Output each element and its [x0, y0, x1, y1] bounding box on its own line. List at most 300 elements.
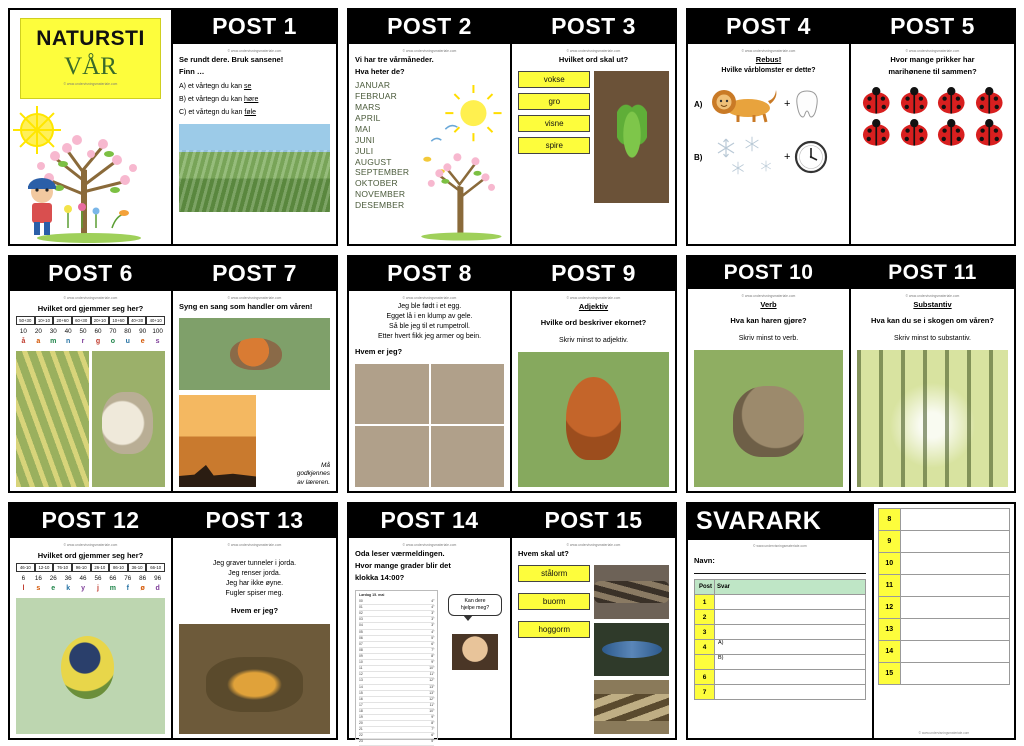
post5-question-2: marihønene til sammen? [888, 67, 977, 77]
post6-header: POST 6 [10, 257, 171, 291]
key-number: 10 [19, 328, 27, 336]
post7-title: Syng en sang som handler om våren! [179, 302, 313, 312]
row-number: 7 [695, 685, 715, 700]
key-letter: s [36, 585, 41, 593]
key-number: 6 [21, 575, 26, 583]
post13-photo [179, 624, 330, 734]
answer-cell[interactable] [900, 663, 1009, 685]
code-cell: 20+10 [91, 316, 110, 325]
speech-line-1: Kan dere [464, 598, 486, 604]
post13-riddle-4: Fugler spiser meg. [225, 589, 284, 597]
post2-artwork [409, 79, 504, 240]
key-number: 70 [109, 328, 117, 336]
table-row [878, 575, 1009, 597]
key-number: 80 [124, 328, 132, 336]
weather-temp: 11° [429, 702, 435, 707]
weather-time: 00 [359, 598, 363, 603]
key-letter: d [155, 585, 160, 593]
rebus-label-a: A) [694, 99, 703, 109]
weather-temp: 12° [429, 678, 435, 683]
weather-time: 03 [359, 617, 363, 622]
code-cell: 86-10 [109, 563, 128, 572]
weather-temp: 11° [429, 672, 435, 677]
weather-temp: 7° [431, 727, 435, 732]
post1-panel [173, 10, 336, 244]
month-item: JANUAR [355, 80, 391, 91]
cover-panel [10, 10, 173, 244]
answer-cell[interactable]: B) [715, 655, 866, 670]
weather-temp: 5° [431, 739, 435, 744]
post8-riddle-2: Egget lå i en klump av gele. [386, 313, 473, 320]
ladybug-icon [972, 119, 1007, 147]
table-row [878, 509, 1009, 531]
code-cell: 20+60 [53, 316, 72, 325]
weather-time: 11 [359, 666, 363, 671]
post10-body [688, 289, 849, 491]
weather-time: 05 [359, 629, 363, 634]
post13-riddle-2: Jeg renser jorda. [228, 570, 281, 577]
table-row [878, 531, 1009, 553]
ladybug-icon [972, 87, 1007, 115]
post3-header: POST 3 [512, 10, 675, 44]
post13-question: Hvem er jeg? [230, 606, 279, 616]
post1-option-c [179, 108, 330, 118]
key-letter: å [21, 338, 26, 346]
post2-header: POST 2 [349, 10, 510, 44]
ladybug-icon [897, 119, 932, 147]
speech-line-2: hjelpe meg? [460, 604, 490, 611]
post9-body [512, 291, 675, 491]
post1-title-1: Se rundt dere. Bruk sansene! [179, 55, 284, 65]
month-item: JULI [355, 145, 374, 156]
table-row [695, 685, 866, 700]
post3-word-list [518, 71, 590, 240]
card-cover-post1 [8, 8, 338, 246]
cover-title-2: VÅR [64, 53, 117, 80]
post10-subtitle: Verb [760, 300, 777, 310]
months-list [355, 80, 409, 240]
weather-temp: 3° [431, 611, 435, 616]
key-letter: j [96, 585, 99, 593]
code-cell: 66-10 [146, 563, 165, 572]
post6-photo-catkins [16, 351, 89, 487]
post15-header: POST 15 [512, 504, 675, 538]
credit: © www.undervisningsmateriale.com [566, 49, 621, 53]
post14-title-2: Hvor mange grader blir det [355, 561, 451, 571]
card-post8-post9 [347, 255, 677, 493]
col-answer: Svar [715, 580, 866, 595]
weather-time: 01 [359, 605, 363, 610]
answer-cell[interactable] [900, 531, 1009, 553]
option-a-word: se [243, 83, 252, 91]
option-a-prefix: A) et vårtegn du kan [179, 83, 244, 91]
answer-cell[interactable] [900, 597, 1009, 619]
key-letter: m [50, 338, 57, 346]
post3-body [512, 44, 675, 244]
post11-panel [851, 257, 1014, 491]
word-option[interactable]: spire [518, 137, 590, 154]
weather-temp: 7° [431, 647, 435, 652]
weather-time: 09 [359, 653, 363, 658]
card-post6-post7 [8, 255, 338, 493]
post6-code-row [16, 316, 165, 325]
post13-panel [173, 504, 336, 738]
key-letter: e [140, 338, 145, 346]
tooth-icon [794, 89, 820, 119]
row-number: 12 [878, 597, 900, 619]
key-letter: k [66, 585, 71, 593]
credit: © www.undervisningsmateriale.com [227, 543, 282, 547]
table-row [878, 641, 1009, 663]
month-item: FEBRUAR [355, 91, 398, 102]
name-label: Navn: [694, 556, 715, 566]
weather-time: 23 [359, 739, 363, 744]
flowers-illustration [62, 198, 132, 228]
row-number: 9 [878, 531, 900, 553]
post6-key-numbers [16, 328, 165, 335]
card-svarark [686, 502, 1016, 740]
ladybug-icon [897, 87, 932, 115]
post6-question: Hvilket ord gjemmer seg her? [37, 304, 144, 314]
key-letter: ø [140, 585, 145, 593]
weather-row [359, 739, 434, 745]
post1-title-2: Finn … [179, 67, 205, 77]
weather-temp: 10° [429, 708, 435, 713]
weather-temp: 3° [431, 623, 435, 628]
post14-body [349, 538, 510, 744]
post12-key-letters [16, 585, 165, 592]
credit: © www.undervisningsmateriale.com [227, 296, 282, 300]
key-letter: s [155, 338, 160, 346]
answer-cell[interactable] [715, 595, 866, 610]
card-post12-post13 [8, 502, 338, 740]
svarark-table-left [694, 579, 866, 700]
weather-temp: 8° [431, 721, 435, 726]
post15-question: Hvem skal ut? [518, 549, 569, 559]
answer-cell[interactable] [900, 575, 1009, 597]
answer-cell[interactable] [900, 509, 1009, 531]
key-letter: a [36, 338, 41, 346]
key-letter: l [22, 585, 25, 593]
table-row [695, 670, 866, 685]
ladybug-icon [934, 119, 969, 147]
weather-time: 10 [359, 660, 363, 665]
col-post: Post [695, 580, 715, 595]
code-cell: 12-10 [35, 563, 54, 572]
key-number: 26 [49, 575, 57, 583]
row-number: 13 [878, 619, 900, 641]
answer-cell[interactable] [715, 610, 866, 625]
post7-body [173, 291, 336, 491]
rebus-label-b: B) [694, 152, 703, 162]
key-letter: g [95, 338, 101, 346]
word-option[interactable]: vokse [518, 71, 590, 88]
name-input[interactable] [694, 566, 866, 574]
word-option[interactable]: buorm [518, 593, 590, 610]
ladybug-icon [859, 119, 894, 147]
key-number: 90 [139, 328, 147, 336]
code-cell: 76-10 [53, 563, 72, 572]
key-number: 50 [79, 328, 87, 336]
post15-panel [512, 504, 675, 738]
credit: © www.undervisningsmateriale.com [566, 543, 621, 547]
credit: © www.undervisningsmateriale.com [63, 82, 118, 86]
svarark-right [874, 504, 1014, 738]
weather-time: 02 [359, 611, 363, 616]
weather-temp: 13° [429, 684, 435, 689]
post7-note-line1: Må [320, 461, 330, 469]
weather-temp: 10° [429, 666, 435, 671]
weather-temp: 3° [431, 617, 435, 622]
svarark-table-right [878, 508, 1010, 685]
cover-title-1: NATURSTI [36, 27, 145, 50]
month-item: MARS [355, 102, 381, 113]
row-number: 8 [878, 509, 900, 531]
post15-photo-adder [594, 680, 669, 734]
post9-question: Hvilke ord beskriver ekornet? [540, 318, 647, 328]
girl-photo [452, 634, 498, 670]
code-cell: 40+30 [128, 316, 147, 325]
answer-cell[interactable] [715, 670, 866, 685]
month-item: MAI [355, 123, 371, 134]
key-number: 56 [94, 575, 102, 583]
card-post2-post3 [347, 8, 677, 246]
post8-panel [349, 257, 512, 491]
post8-collage [355, 364, 504, 487]
answer-cell[interactable] [715, 625, 866, 640]
weather-time: 13 [359, 678, 363, 683]
credit: © www.undervisningsmateriale.com [905, 49, 960, 53]
row-number [695, 655, 715, 670]
answer-cell[interactable] [900, 641, 1009, 663]
month-item: DESEMBER [355, 200, 405, 211]
month-item: NOVEMBER [355, 189, 406, 200]
post12-question: Hvilket ord gjemmer seg her? [37, 551, 144, 561]
row-number: 15 [878, 663, 900, 685]
weather-temp: 4° [431, 629, 435, 634]
credit: © www.undervisningsmateriale.com [741, 294, 796, 298]
code-cell: 36-10 [128, 563, 147, 572]
answer-cell[interactable] [900, 553, 1009, 575]
post10-question: Hva kan haren gjøre? [730, 316, 807, 326]
post7-note-line2: godkjennes [296, 470, 330, 478]
post12-panel [10, 504, 173, 738]
key-number: 16 [34, 575, 42, 583]
key-number: 20 [34, 328, 42, 336]
key-number: 30 [49, 328, 57, 336]
credit: © www.undervisningsmateriale.com [402, 543, 457, 547]
credit: © www.undervisningsmateriale.com [63, 543, 118, 547]
row-number: 1 [695, 595, 715, 610]
post9-header: POST 9 [512, 257, 675, 291]
post14-title-3: klokka 14:00? [355, 573, 405, 583]
post12-code-row [16, 563, 165, 572]
post7-header: POST 7 [173, 257, 336, 291]
table-row [695, 640, 866, 655]
weather-temp: 8° [431, 653, 435, 658]
cover-artwork [10, 99, 171, 244]
post11-instruction: Skriv minst to substantiv. [894, 335, 971, 343]
post1-header: POST 1 [173, 10, 336, 44]
weather-time: 17 [359, 702, 363, 707]
weather-temp: 6° [431, 733, 435, 738]
key-letter: n [66, 338, 71, 346]
post15-content [518, 565, 669, 734]
key-number: 66 [109, 575, 117, 583]
row-number: 10 [878, 553, 900, 575]
post11-subtitle: Substantiv [913, 300, 952, 310]
post10-photo [694, 350, 843, 487]
row-number: 6 [695, 670, 715, 685]
code-cell: 50+30 [16, 316, 35, 325]
post6-photo-lambs [92, 351, 165, 487]
svarark-header: SVARARK [688, 504, 872, 540]
code-cell: 60+30 [72, 316, 91, 325]
post2-body [349, 44, 510, 244]
post5-header: POST 5 [851, 10, 1014, 44]
collage-photo-frog [355, 426, 429, 487]
weather-time: 19 [359, 715, 363, 720]
post11-header: POST 11 [851, 257, 1014, 289]
post14-header: POST 14 [349, 504, 510, 538]
word-option[interactable]: gro [518, 93, 590, 110]
speech-bubble [448, 594, 502, 616]
option-c-prefix: C) et vårtegn du kan [179, 109, 245, 117]
post7-panel [173, 257, 336, 491]
credit: © www.undervisningsmateriale.com [753, 544, 807, 548]
post13-riddle-3: Jeg har ikke øyne. [225, 579, 284, 587]
weather-time: 15 [359, 690, 363, 695]
row-number: 2 [695, 610, 715, 625]
credit: © www.undervisningsmateriale.com [227, 49, 282, 53]
key-letter: o [110, 338, 115, 346]
code-cell: 96-10 [72, 563, 91, 572]
rebus-row-b [694, 134, 843, 180]
snowflakes-icon [708, 134, 780, 180]
key-number: 86 [139, 575, 147, 583]
post12-header: POST 12 [10, 504, 171, 538]
weather-time: 18 [359, 708, 363, 713]
cover-title-box [20, 18, 161, 99]
weather-temp: 9° [431, 660, 435, 665]
key-letter: y [81, 585, 85, 593]
post9-instruction: Skriv minst to adjektiv. [558, 337, 629, 345]
weather-forecast-list [355, 590, 438, 744]
table-row [878, 597, 1009, 619]
key-number: 76 [124, 575, 132, 583]
post1-option-b [179, 95, 330, 105]
weather-time: 22 [359, 733, 363, 738]
post2-title-1: Vi har tre vårmåneder. [355, 55, 434, 65]
key-letter: e [51, 585, 56, 593]
key-letter: u [125, 338, 130, 346]
answer-cell[interactable] [900, 619, 1009, 641]
post15-body [512, 538, 675, 738]
key-number: 60 [94, 328, 102, 336]
post8-question: Hvem er jeg? [355, 347, 403, 357]
answer-cell[interactable]: A) [715, 640, 866, 655]
sun-blossom-tree-icon [409, 79, 504, 240]
post6-panel [10, 257, 173, 491]
post8-body [349, 291, 510, 491]
weather-temp: 9° [431, 715, 435, 720]
post7-photo-robin [179, 318, 330, 390]
post14-title-1: Oda leser værmeldingen. [355, 549, 445, 559]
post7-note [260, 462, 330, 487]
card-post4-post5 [686, 8, 1016, 246]
rebus-row-a [694, 82, 843, 126]
key-number: 46 [79, 575, 87, 583]
post2-panel [349, 10, 512, 244]
collage-photo-tadpole [431, 364, 505, 425]
post4-question: Hvilke vårblomster er dette? [721, 67, 816, 75]
ladybug-icon [859, 87, 894, 115]
table-row [695, 595, 866, 610]
option-c-word: føle [244, 109, 257, 117]
table-row [878, 619, 1009, 641]
answer-cell[interactable] [715, 685, 866, 700]
word-option[interactable]: visne [518, 115, 590, 132]
key-number: 36 [64, 575, 72, 583]
row-number: 11 [878, 575, 900, 597]
key-number: 100 [152, 328, 163, 336]
card-post14-post15 [347, 502, 677, 744]
credit: © www.undervisningsmateriale.com [402, 49, 457, 53]
post3-question: Hvilket ord skal ut? [558, 55, 629, 65]
option-b-word: høre [243, 96, 259, 104]
month-item: JUNI [355, 134, 375, 145]
post8-header: POST 8 [349, 257, 510, 291]
post15-word-list [518, 565, 590, 734]
post3-panel [512, 10, 675, 244]
credit: © www.undervisningsmateriale.com [63, 296, 118, 300]
code-cell: 40+10 [146, 316, 165, 325]
post5-panel [851, 10, 1014, 244]
credit: © www.undervisningsmateriale.com [566, 296, 621, 300]
weather-list-title: Lørdag 15. mai [359, 592, 385, 597]
post13-header: POST 13 [173, 504, 336, 538]
table-row [695, 625, 866, 640]
post10-instruction: Skriv minst to verb. [738, 335, 799, 343]
post13-riddle-1: Jeg graver tunneler i jorda. [212, 560, 297, 568]
weather-temp: 5° [431, 635, 435, 640]
table-row [878, 553, 1009, 575]
word-option[interactable]: hoggorm [518, 621, 590, 638]
post1-photo [179, 124, 330, 212]
row-number: 4 [695, 640, 715, 655]
collage-photo-frog-eggs [355, 364, 429, 425]
post9-photo [518, 352, 669, 487]
post9-subtitle: Adjektiv [578, 302, 609, 312]
post5-body [851, 44, 1014, 244]
word-option[interactable]: stålorm [518, 565, 590, 582]
post5-question-1: Hvor mange prikker har [890, 55, 975, 65]
post8-riddle-3: Så ble jeg til et rumpetroll. [389, 322, 470, 330]
post4-body [688, 44, 849, 244]
credit: © www.undervisningsmateriale.com [741, 49, 796, 53]
code-cell: 46-10 [16, 563, 35, 572]
post9-panel [512, 257, 675, 491]
rebus-operator-a: + [784, 98, 791, 111]
post8-riddle-1: Jeg ble født i et egg. [397, 303, 462, 311]
key-letter: m [109, 585, 116, 593]
post8-riddle-4: Etter hvert fikk jeg armer og bein. [377, 332, 482, 340]
weather-time: 12 [359, 672, 363, 677]
key-number: 96 [154, 575, 162, 583]
month-item: SEPTEMBER [355, 167, 410, 178]
clock-icon [794, 140, 828, 174]
post11-body [851, 289, 1014, 491]
